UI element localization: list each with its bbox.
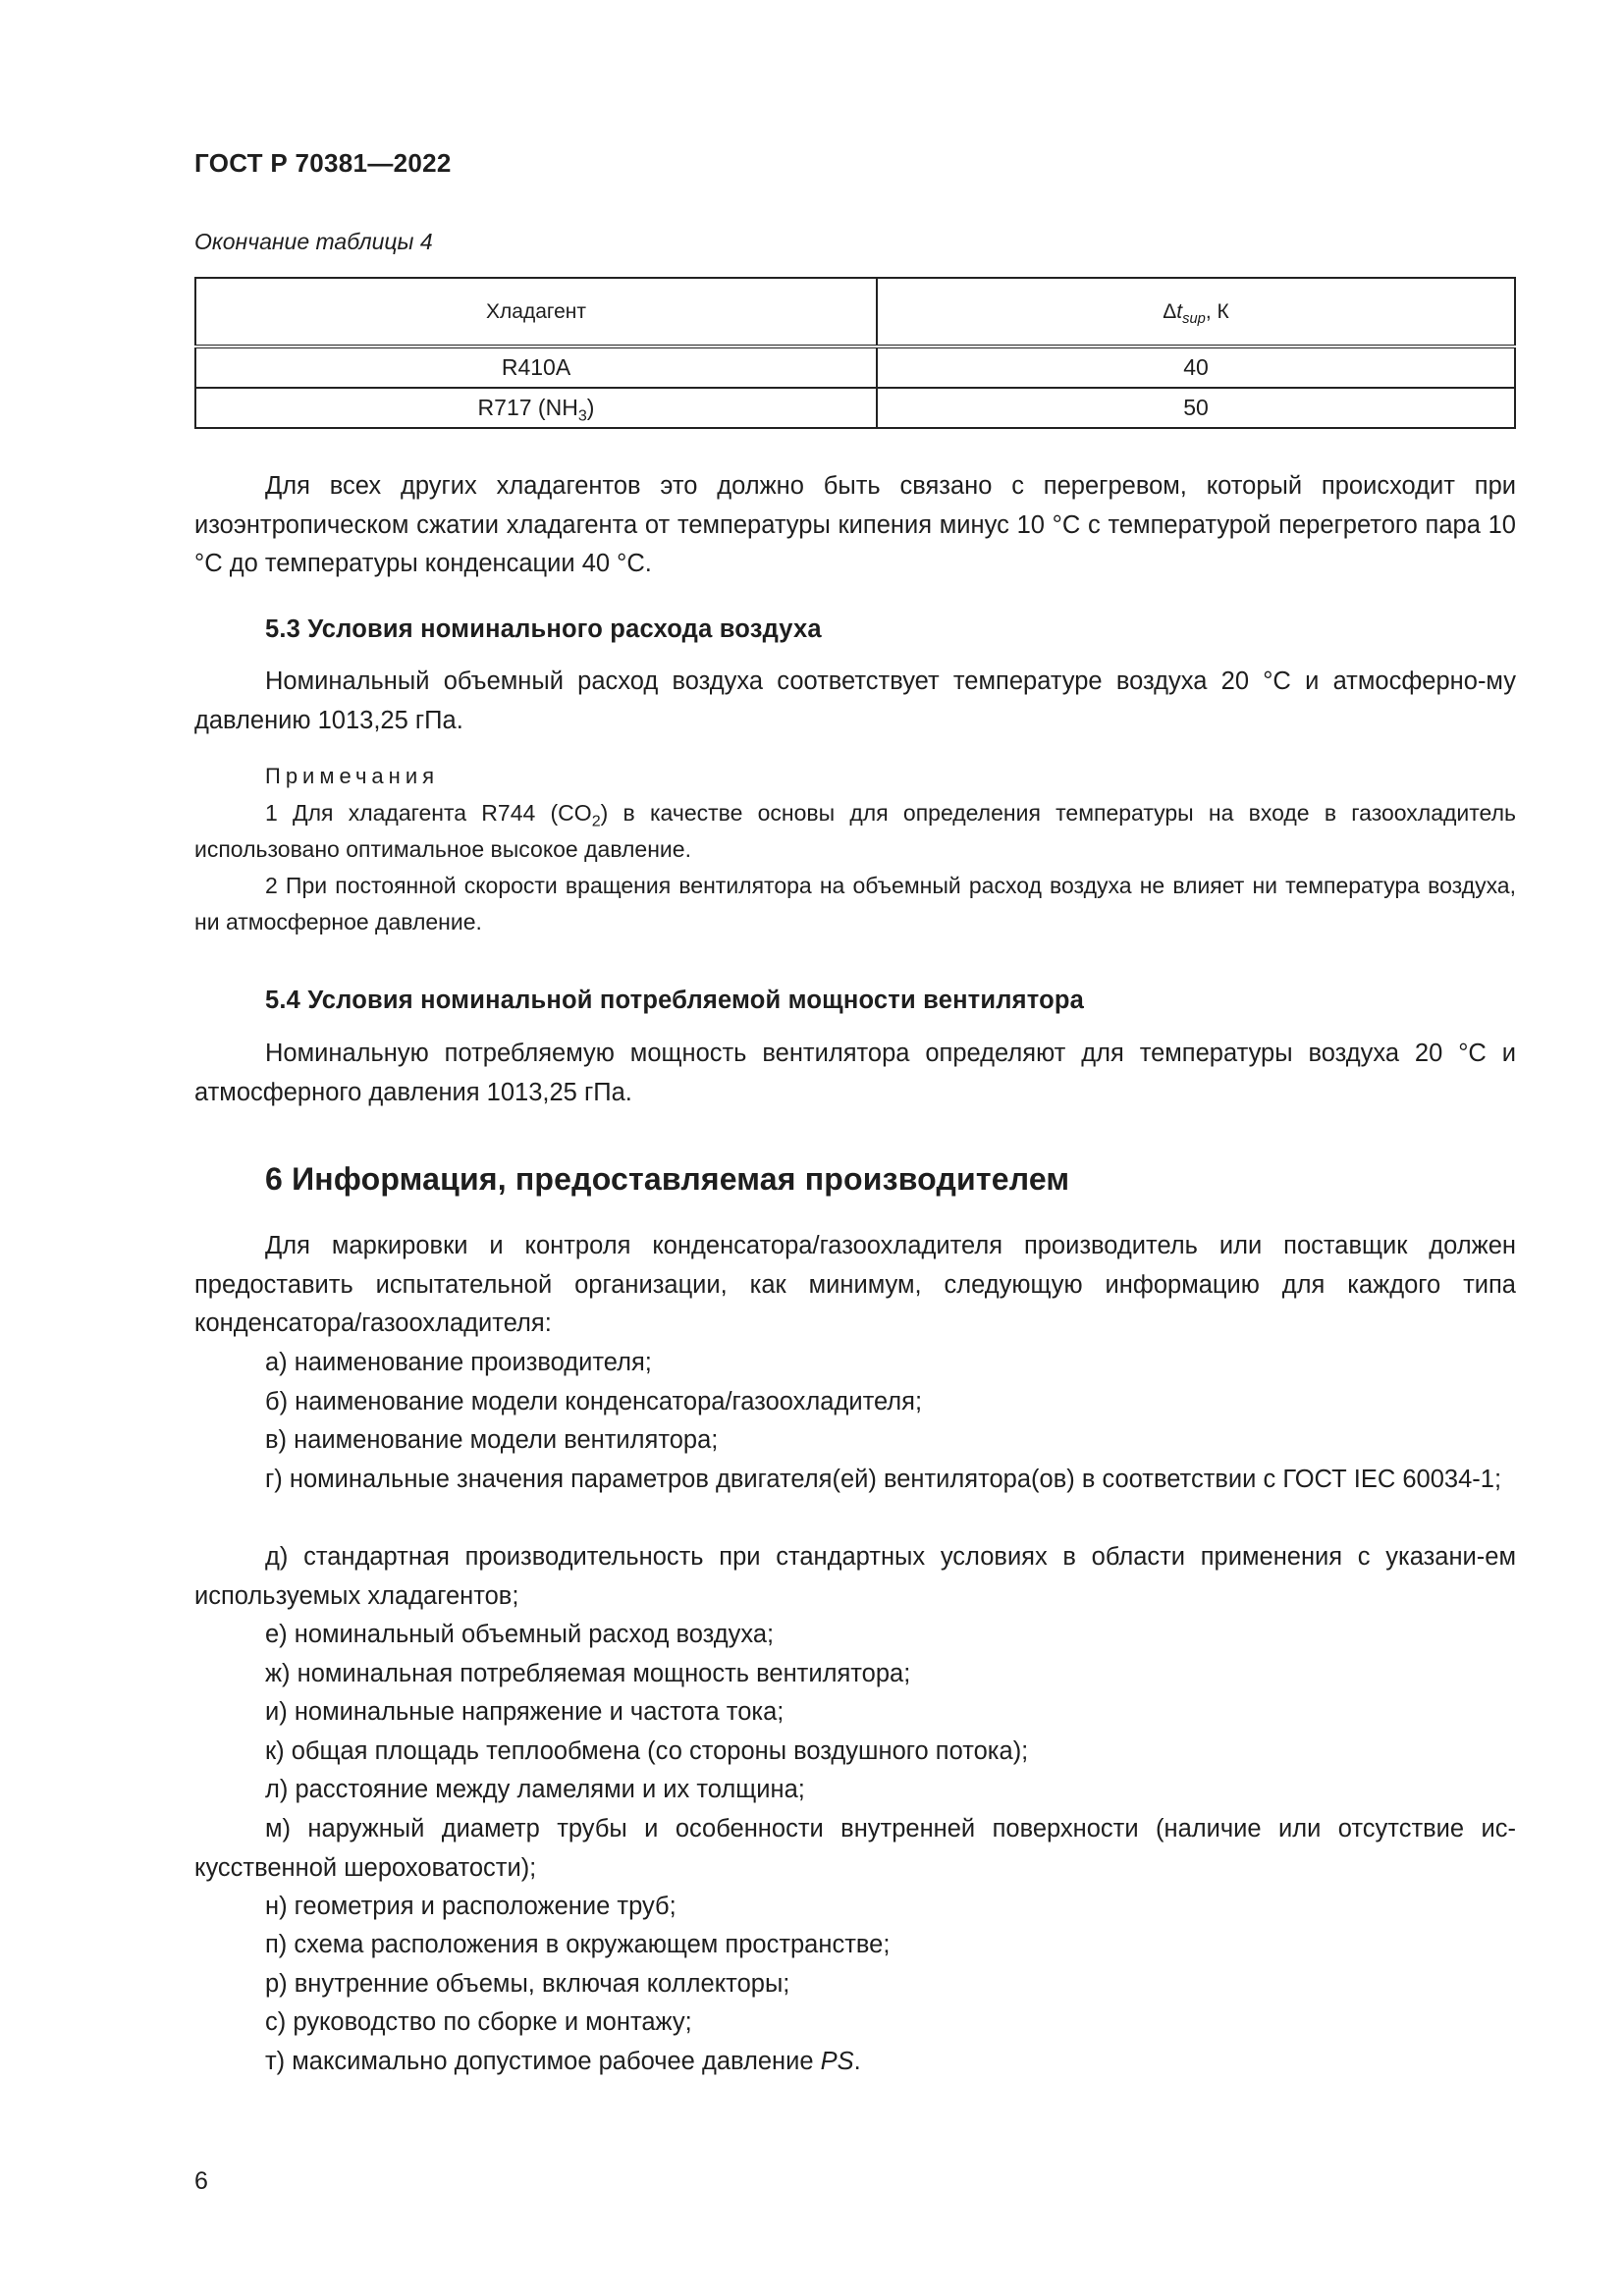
table-cell-value: 50 — [877, 388, 1515, 428]
list-item-t: т) максимально допустимое рабочее давление PS. — [265, 2048, 861, 2075]
list-item-m: м) наружный диаметр трубы и особенности внутренней поверхности (наличие или отсутствие ис-кусственной шероховатости); — [194, 1815, 1516, 1882]
list-item-k: к) общая площадь теплообмена (со стороны воздушного потока); — [265, 1737, 1029, 1765]
list-item-b: б) наименование модели конденсатора/газоохладителя; — [265, 1388, 923, 1415]
table-cell-refrigerant: R410A — [195, 347, 877, 388]
list-item-d: д) стандартная производительность при стандартных условиях в области применения с указани-ем используемых хладагентов; — [194, 1543, 1516, 1610]
section-5-4-text: Номинальную потребляемую мощность вентилятора определяют для температуры воздуха 20 °С и атмосферного давления 1013,25 гПа. — [194, 1040, 1516, 1106]
section-6-intro: Для маркировки и контроля конденсатора/газоохладителя производитель или поставщик должен предоставить испытательной организации, как минимум, следующую информацию для каждого типа конденсатора/газоохладителя: — [194, 1232, 1516, 1337]
section-5-3-heading: 5.3 Условия номинального расхода воздуха — [265, 615, 822, 643]
column-header-delta-t: $\Delta t_{sup}$, К — [877, 278, 1515, 347]
list-item-a: а) наименование производителя; — [265, 1349, 652, 1376]
document-code: ГОСТ Р 70381—2022 — [194, 148, 452, 178]
table-caption: Окончание таблицы 4 — [194, 229, 433, 254]
table-cell-value: 40 — [877, 347, 1515, 388]
section-5-4-heading: 5.4 Условия номинальной потребляемой мощности вентилятора — [265, 987, 1085, 1014]
page-number: 6 — [194, 2167, 208, 2195]
notes-title: Примечания — [265, 764, 440, 788]
list-item-r: р) внутренние объемы, включая коллекторы; — [265, 1970, 790, 1998]
note-1: 1 Для хладагента R744 $(CO_2)$ в качестве основы для определения температуры на входе в газоохладитель использовано оптимальное высокое давление. — [194, 800, 1516, 862]
list-item-p: п) схема расположения в окружающем пространстве; — [265, 1931, 891, 1958]
list-item-v: в) наименование модели вентилятора; — [265, 1426, 719, 1454]
list-item-s: с) руководство по сборке и монтажу; — [265, 2008, 692, 2036]
list-item-zh: ж) номинальная потребляемая мощность вентилятора; — [265, 1660, 911, 1687]
list-item-i: и) номинальные напряжение и частота тока; — [265, 1698, 785, 1726]
section-6-heading: 6 Информация, предоставляемая производителем — [265, 1161, 1070, 1197]
column-header-refrigerant: Хладагент — [195, 278, 877, 347]
table-cell-refrigerant: R717 $(NH_3)$ — [195, 388, 877, 428]
section-5-3-text: Номинальный объемный расход воздуха соответствует температуре воздуха 20 °С и атмосферно-му давлению 1013,25 гПа. — [194, 667, 1516, 734]
table-row — [195, 347, 1515, 388]
list-item-e: е) номинальный объемный расход воздуха; — [265, 1621, 775, 1648]
refrigerant-table — [194, 277, 1516, 429]
paragraph-other-refrigerants: Для всех других хладагентов это должно быть связано с перегревом, который происходит при изоэнтропическом сжатии хладагента от температуры кипения минус 10 °С с температурой перегретого пара 10 °С до температуры конденсации 40 °С. — [194, 472, 1516, 577]
table-row — [195, 388, 1515, 428]
list-item-n: н) геометрия и расположение труб; — [265, 1893, 677, 1920]
note-2: 2 При постоянной скорости вращения вентилятора на объемный расход воздуха не влияет ни температура воздуха, ни атмосферное давление. — [194, 873, 1516, 934]
list-item-g: г) номинальные значения параметров двигателя(ей) вентилятора(ов) в соответствии с ГОСТ IEC 60034-1; — [265, 1466, 1502, 1493]
list-item-l: л) расстояние между ламелями и их толщина; — [265, 1776, 805, 1803]
table-header-row — [195, 278, 1515, 347]
